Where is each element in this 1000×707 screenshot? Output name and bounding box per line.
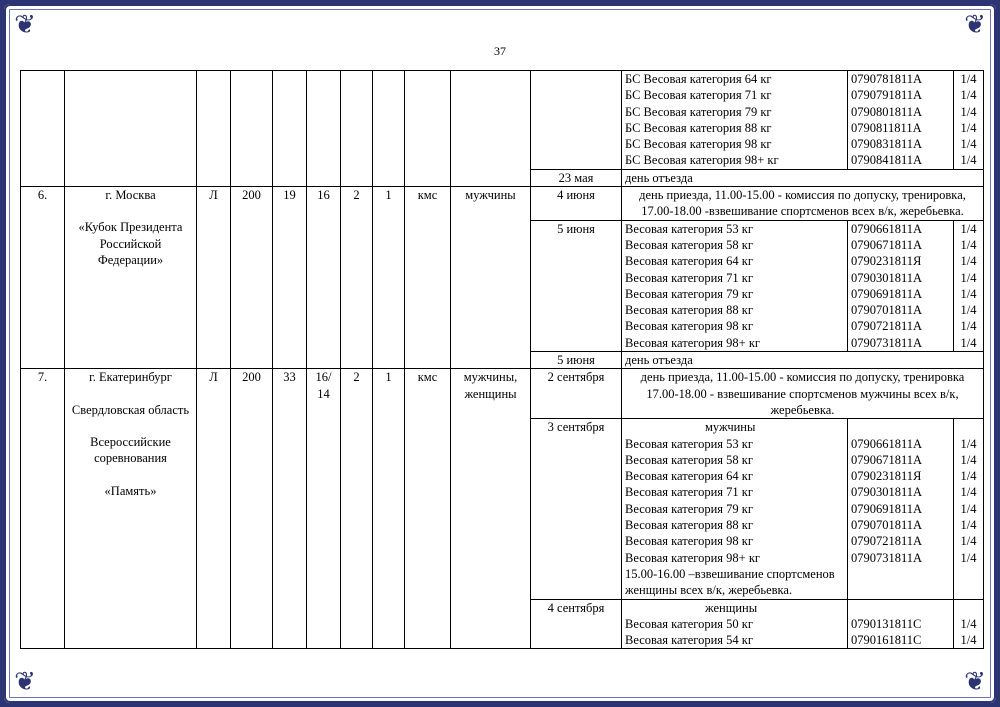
codes-cell xyxy=(848,599,954,649)
arrival-date: 4 июня xyxy=(531,187,622,221)
cell-empty xyxy=(231,71,273,187)
code-item: 0790811811А xyxy=(851,120,922,135)
table-row xyxy=(21,71,984,170)
corner-ornament-icon: ❦ xyxy=(964,10,986,40)
code-item: 0790231811Я xyxy=(851,254,922,269)
fractions-cell xyxy=(954,599,984,649)
competition-region: Свердловская область xyxy=(71,402,190,417)
event-item: Весовая категория 64 кг xyxy=(625,469,753,484)
cell-empty xyxy=(65,71,197,187)
events-cell xyxy=(622,419,848,599)
event-item: Весовая категория 98+ кг xyxy=(625,550,761,565)
events-cell xyxy=(622,599,848,649)
competition-info xyxy=(65,187,197,369)
cell-participants: 200 xyxy=(231,369,273,649)
event-item: Весовая категория 53 кг xyxy=(625,436,753,451)
fractions-cell xyxy=(954,71,984,170)
gender-header: женщины xyxy=(705,600,758,615)
codes-cell xyxy=(848,220,954,351)
competition-city: г. Екатеринбург xyxy=(89,370,172,385)
corner-ornament-icon: ❦ xyxy=(14,10,36,40)
competition-city: г. Москва xyxy=(105,188,156,203)
event-item: Весовая категория 98+ кг xyxy=(625,335,761,350)
event-item: БС Весовая категория 71 кг xyxy=(625,88,772,103)
cell-regions: 33 xyxy=(273,369,307,649)
page-number: 37 xyxy=(494,44,506,58)
weigh-in-note: 15.00-16.00 –взвешивание спортсменов женщины всех в/к, жеребьевка. xyxy=(625,566,835,598)
table-row xyxy=(21,187,984,221)
event-item: Весовая категория 98 кг xyxy=(625,319,753,334)
cell-empty xyxy=(307,71,341,187)
cell-days: 16 xyxy=(307,187,341,369)
arrival-text: день приезда, 11.00-15.00 - комиссия по допуску, тренировка, 17.00-18.00 -взвешивание спортсменов всех в/к, жеребьевка. xyxy=(622,187,984,221)
cell-col-b: 1 xyxy=(373,369,405,649)
fraction-item: 1/4 xyxy=(960,237,977,252)
fraction-item: 1/4 xyxy=(960,335,977,350)
fraction-item: 1/4 xyxy=(960,518,977,533)
events-cell xyxy=(622,220,848,351)
fraction-item: 1/4 xyxy=(960,254,977,269)
event-item: Весовая категория 54 кг xyxy=(625,633,753,648)
code-item: 0790841811А xyxy=(851,153,923,168)
cell-gender: мужчины xyxy=(451,187,531,369)
page-frame xyxy=(4,4,996,703)
cell-col-a: 2 xyxy=(341,369,373,649)
code-item: 0790301811А xyxy=(851,485,923,500)
fraction-item: 1/4 xyxy=(960,469,977,484)
fraction-item: 1/4 xyxy=(960,72,977,86)
code-item: 0790701811А xyxy=(851,303,923,318)
fraction-item: 1/4 xyxy=(960,221,977,236)
departure-text: день отъезда xyxy=(622,169,984,186)
code-item: 0790671811А xyxy=(851,452,923,467)
event-item: БС Весовая категория 98+ кг xyxy=(625,153,779,168)
cell-regions: 19 xyxy=(273,187,307,369)
fraction-item: 1/4 xyxy=(960,137,977,152)
code-item: 0790731811А xyxy=(851,550,923,565)
competition-date: 3 сентября xyxy=(531,419,622,599)
competition-date: 5 июня xyxy=(531,220,622,351)
code-item: 0790721811А xyxy=(851,319,923,334)
event-item: Весовая категория 53 кг xyxy=(625,221,753,236)
code-item: 0790661811А xyxy=(851,221,923,236)
code-item: 0790801811А xyxy=(851,104,923,119)
departure-text: день отъезда xyxy=(622,352,984,369)
event-item: БС Весовая категория 79 кг xyxy=(625,104,772,119)
cell-empty xyxy=(341,71,373,187)
fraction-item: 1/4 xyxy=(960,501,977,516)
fraction-item: 1/4 xyxy=(960,550,977,565)
fraction-item: 1/4 xyxy=(960,319,977,334)
code-item: 0790131811С xyxy=(851,616,922,631)
code-item: 0790731811А xyxy=(851,335,923,350)
code-item: 0790691811А xyxy=(851,501,923,516)
code-item: 0790231811Я xyxy=(851,469,922,484)
cell-level: кмс xyxy=(405,187,451,369)
arrival-date: 2 сентября xyxy=(531,369,622,419)
event-item: Весовая категория 71 кг xyxy=(625,270,753,285)
cell-participants: 200 xyxy=(231,187,273,369)
code-item: 0790161811С xyxy=(851,633,922,648)
codes-cell xyxy=(848,71,954,170)
competition-level-name: Всероссийские соревнования xyxy=(90,434,171,466)
cell-empty xyxy=(373,71,405,187)
event-item: Весовая категория 71 кг xyxy=(625,485,753,500)
competition-schedule-table xyxy=(20,70,984,649)
event-item: Весовая категория 88 кг xyxy=(625,518,753,533)
event-item: Весовая категория 98 кг xyxy=(625,534,753,549)
cell-level: кмс xyxy=(405,369,451,649)
code-item: 0790701811А xyxy=(851,518,923,533)
competition-name: «Кубок Президента Российской Федерации» xyxy=(78,220,183,267)
arrival-text: день приезда, 11.00-15.00 - комиссия по допуску, тренировка 17.00-18.00 - взвешивание спортсменов мужчины всех в/к, жеребьевка. xyxy=(622,369,984,419)
code-item: 0790661811А xyxy=(851,436,923,451)
codes-cell xyxy=(848,419,954,599)
event-item: Весовая категория 58 кг xyxy=(625,237,753,252)
fractions-cell xyxy=(954,419,984,599)
cell-type: Л xyxy=(197,369,231,649)
competition-number: 6. xyxy=(21,187,65,369)
event-item: Весовая категория 58 кг xyxy=(625,452,753,467)
fraction-item: 1/4 xyxy=(960,616,977,631)
fraction-item: 1/4 xyxy=(960,452,977,467)
competition-date: 4 сентября xyxy=(531,599,622,649)
event-item: БС Весовая категория 98 кг xyxy=(625,137,772,152)
fraction-item: 1/4 xyxy=(960,104,977,119)
event-item: Весовая категория 50 кг xyxy=(625,616,753,631)
events-cell xyxy=(622,71,848,170)
event-item: Весовая категория 79 кг xyxy=(625,286,753,301)
cell-date xyxy=(531,71,622,170)
competition-number: 7. xyxy=(21,369,65,649)
code-item: 0790781811А xyxy=(851,72,923,86)
cell-days: 16/ 14 xyxy=(307,369,341,649)
fractions-cell xyxy=(954,220,984,351)
cell-col-a: 2 xyxy=(341,187,373,369)
cell-empty xyxy=(405,71,451,187)
departure-date: 23 мая xyxy=(531,169,622,186)
code-item: 0790691811А xyxy=(851,286,923,301)
cell-col-b: 1 xyxy=(373,187,405,369)
fraction-item: 1/4 xyxy=(960,88,977,103)
code-item: 0790301811А xyxy=(851,270,923,285)
competition-info xyxy=(65,369,197,649)
cell-empty xyxy=(451,71,531,187)
cell-type: Л xyxy=(197,187,231,369)
corner-ornament-icon: ❦ xyxy=(14,667,36,697)
gender-header: мужчины xyxy=(705,420,756,435)
departure-date: 5 июня xyxy=(531,352,622,369)
fraction-item: 1/4 xyxy=(960,153,977,168)
competition-name: «Память» xyxy=(104,483,157,498)
cell-empty xyxy=(273,71,307,187)
event-item: Весовая категория 64 кг xyxy=(625,254,753,269)
cell-gender: мужчины, женщины xyxy=(451,369,531,649)
event-item: Весовая категория 79 кг xyxy=(625,501,753,516)
cell-empty xyxy=(21,71,65,187)
code-item: 0790671811А xyxy=(851,237,923,252)
table-row xyxy=(21,369,984,419)
code-item: 0790791811А xyxy=(851,88,923,103)
fraction-item: 1/4 xyxy=(960,534,977,549)
corner-ornament-icon: ❦ xyxy=(964,667,986,697)
fraction-item: 1/4 xyxy=(960,286,977,301)
fraction-item: 1/4 xyxy=(960,270,977,285)
fraction-item: 1/4 xyxy=(960,633,977,648)
cell-empty xyxy=(197,71,231,187)
code-item: 0790831811А xyxy=(851,137,923,152)
code-item: 0790721811А xyxy=(851,534,923,549)
fraction-item: 1/4 xyxy=(960,120,977,135)
fraction-item: 1/4 xyxy=(960,485,977,500)
fraction-item: 1/4 xyxy=(960,303,977,318)
event-item: БС Весовая категория 88 кг xyxy=(625,120,772,135)
fraction-item: 1/4 xyxy=(960,436,977,451)
event-item: БС Весовая категория 64 кг xyxy=(625,72,772,86)
event-item: Весовая категория 88 кг xyxy=(625,303,753,318)
